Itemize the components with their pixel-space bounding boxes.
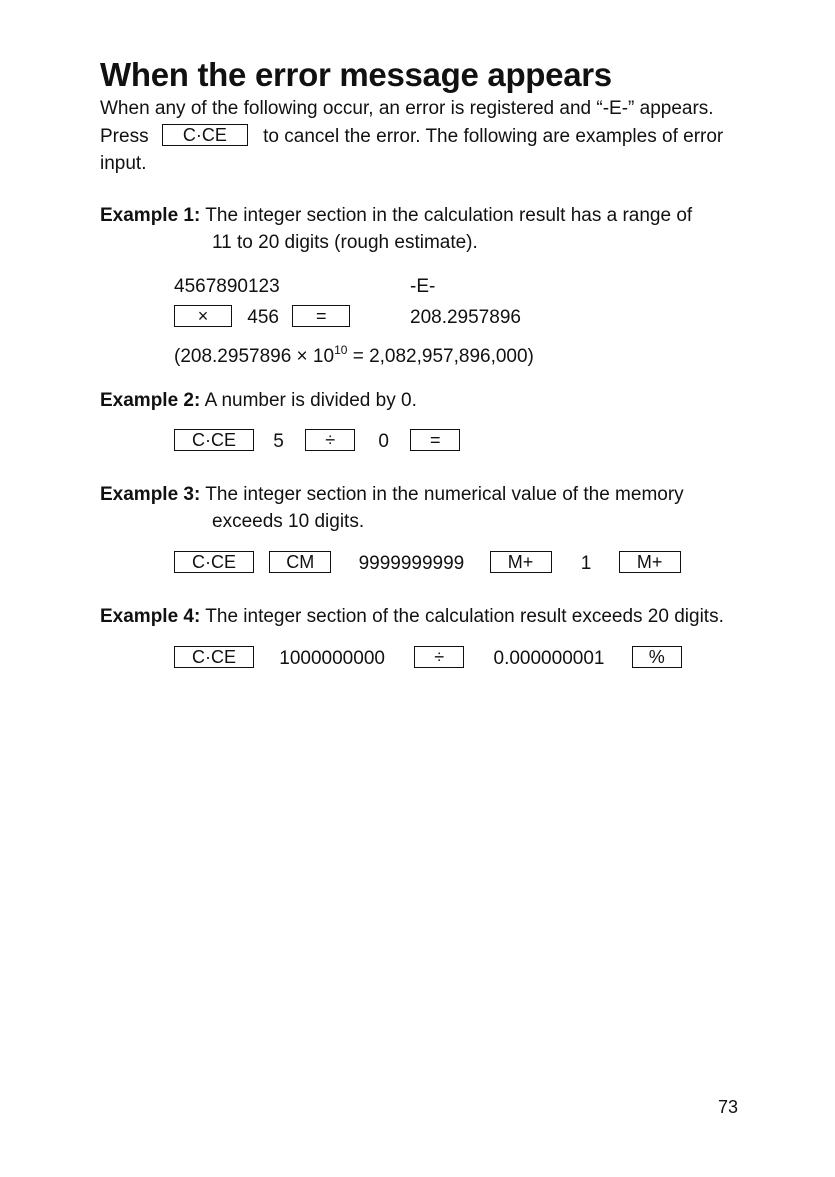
example-3-num: 9999999999: [358, 553, 465, 574]
example-2-label: Example 2:: [100, 390, 201, 411]
example-2-text: A number is divided by 0.: [204, 390, 417, 411]
key-equals: =: [410, 429, 460, 451]
example-1-key-row: [174, 305, 350, 331]
example-1-num-456: 456: [247, 307, 279, 328]
example-1-note: [174, 337, 534, 370]
example-1-note-post: = 2,082,957,896,000): [347, 346, 534, 367]
example-3-key-row: [174, 551, 681, 577]
example-2-num-5: 5: [273, 431, 284, 452]
key-cce: C·CE: [174, 646, 254, 668]
key-cce: C·CE: [174, 429, 254, 451]
intro-press: Press: [100, 126, 149, 147]
key-cce: C·CE: [162, 124, 248, 146]
example-1-note-exponent: 10: [334, 343, 348, 357]
example-3-num-1: 1: [580, 553, 592, 574]
example-3-heading: [100, 482, 684, 508]
example-2-num-0: 0: [378, 431, 389, 452]
example-4-num-2: 0.000000001: [493, 648, 605, 669]
example-1-display-error: -E-: [410, 276, 436, 297]
intro-line-2: [100, 124, 723, 150]
example-1-text-2: 11 to 20 digits (rough estimate).: [212, 232, 478, 253]
key-divide: ÷: [414, 646, 464, 668]
example-1-display-result: 208.2957896: [410, 307, 521, 328]
example-3-label: Example 3:: [100, 484, 201, 505]
key-multiply: ×: [174, 305, 232, 327]
intro-line-2-rest: to cancel the error. The following are examples of error: [263, 126, 724, 147]
example-3-text-1: The integer section in the numerical value of the memory: [205, 484, 684, 505]
key-cm: CM: [269, 551, 331, 573]
example-4-label: Example 4:: [100, 606, 201, 627]
intro-line-3: input.: [100, 153, 147, 174]
page-number: 73: [717, 1097, 738, 1117]
key-m-plus: M+: [619, 551, 681, 573]
example-1-label: Example 1:: [100, 205, 201, 226]
example-1-heading: [100, 203, 692, 229]
example-1-entry: 4567890123: [174, 276, 280, 297]
example-1-text-1: The integer section in the calculation result has a range of: [205, 205, 693, 226]
example-1-note-pre: (208.2957896 × 10: [174, 346, 335, 367]
example-4-num-1: 1000000000: [279, 648, 385, 669]
key-cce: C·CE: [174, 551, 254, 573]
example-4-text: The integer section of the calculation result exceeds 20 digits.: [205, 606, 724, 627]
intro-line-1: When any of the following occur, an error is registered and “-E-” appears.: [100, 98, 714, 119]
key-equals: =: [292, 305, 350, 327]
example-2-key-row: [174, 429, 460, 455]
key-divide: ÷: [305, 429, 355, 451]
example-3-text-2: exceeds 10 digits.: [212, 511, 365, 532]
key-percent: %: [632, 646, 682, 668]
page-title: When the error message appears: [100, 56, 612, 93]
example-4-key-row: [174, 646, 682, 672]
example-4-heading: [100, 604, 724, 630]
key-m-plus: M+: [490, 551, 552, 573]
example-2-heading: [100, 388, 417, 414]
